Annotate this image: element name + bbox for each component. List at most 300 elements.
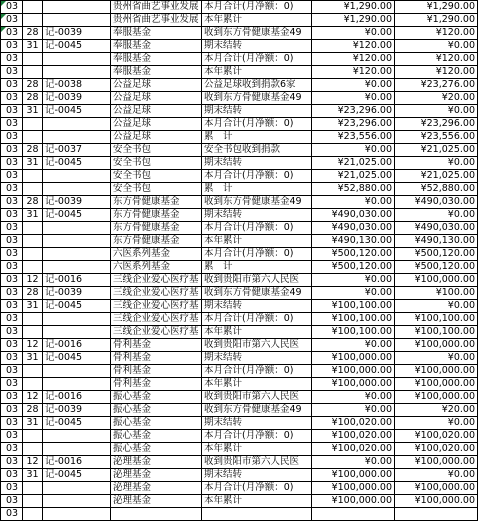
voucher-cell[interactable] <box>43 53 111 66</box>
fund-name-cell[interactable] <box>111 352 202 365</box>
ledger-row[interactable] <box>1 92 478 105</box>
day-cell[interactable] <box>23 417 43 430</box>
month-cell[interactable] <box>1 274 23 287</box>
debit-cell[interactable] <box>312 235 395 248</box>
ledger-row[interactable] <box>1 1 478 14</box>
day-cell[interactable] <box>23 92 43 105</box>
debit-cell[interactable] <box>312 118 395 131</box>
ledger-row[interactable] <box>1 170 478 183</box>
credit-cell[interactable] <box>395 66 478 79</box>
month-cell[interactable] <box>1 170 23 183</box>
ledger-row[interactable] <box>1 53 478 66</box>
month-cell[interactable] <box>1 131 23 144</box>
fund-name-cell[interactable] <box>111 378 202 391</box>
debit-cell[interactable] <box>312 365 395 378</box>
ledger-row[interactable] <box>1 469 478 482</box>
voucher-cell[interactable] <box>43 235 111 248</box>
debit-cell[interactable] <box>312 157 395 170</box>
fund-name-cell[interactable] <box>111 196 202 209</box>
credit-cell[interactable] <box>395 118 478 131</box>
fund-name-cell[interactable] <box>111 365 202 378</box>
fund-name-cell[interactable] <box>111 339 202 352</box>
ledger-row[interactable] <box>1 365 478 378</box>
summary-cell[interactable] <box>202 443 312 456</box>
voucher-cell[interactable] <box>43 417 111 430</box>
credit-cell[interactable] <box>395 27 478 40</box>
summary-cell[interactable] <box>202 248 312 261</box>
day-cell[interactable] <box>23 209 43 222</box>
credit-cell[interactable] <box>395 456 478 469</box>
summary-cell[interactable] <box>202 92 312 105</box>
summary-cell[interactable] <box>202 79 312 92</box>
debit-cell[interactable] <box>312 131 395 144</box>
summary-cell[interactable] <box>202 365 312 378</box>
day-cell[interactable] <box>23 365 43 378</box>
day-cell[interactable] <box>23 40 43 53</box>
voucher-cell[interactable] <box>43 495 111 508</box>
summary-cell[interactable] <box>202 183 312 196</box>
debit-cell[interactable] <box>312 222 395 235</box>
credit-cell[interactable] <box>395 170 478 183</box>
month-cell[interactable] <box>1 417 23 430</box>
debit-cell[interactable] <box>312 456 395 469</box>
voucher-cell[interactable] <box>43 326 111 339</box>
ledger-row[interactable] <box>1 144 478 157</box>
day-cell[interactable] <box>23 105 43 118</box>
day-cell[interactable] <box>23 1 43 14</box>
month-cell[interactable] <box>1 404 23 417</box>
debit-cell[interactable] <box>312 14 395 27</box>
voucher-cell[interactable] <box>43 144 111 157</box>
credit-cell[interactable] <box>395 339 478 352</box>
fund-name-cell[interactable] <box>111 66 202 79</box>
summary-cell[interactable] <box>202 378 312 391</box>
credit-cell[interactable] <box>395 482 478 495</box>
month-cell[interactable] <box>1 261 23 274</box>
summary-cell[interactable] <box>202 352 312 365</box>
month-cell[interactable] <box>1 469 23 482</box>
ledger-row[interactable] <box>1 287 478 300</box>
day-cell[interactable] <box>23 248 43 261</box>
fund-name-cell[interactable] <box>111 14 202 27</box>
summary-cell[interactable] <box>202 469 312 482</box>
summary-cell[interactable] <box>202 196 312 209</box>
day-cell[interactable] <box>23 313 43 326</box>
summary-cell[interactable] <box>202 300 312 313</box>
ledger-row[interactable] <box>1 118 478 131</box>
day-cell[interactable] <box>23 118 43 131</box>
summary-cell[interactable] <box>202 27 312 40</box>
ledger-row[interactable] <box>1 443 478 456</box>
month-cell[interactable] <box>1 235 23 248</box>
debit-cell[interactable] <box>312 1 395 14</box>
ledger-row[interactable] <box>1 508 478 521</box>
ledger-row[interactable] <box>1 27 478 40</box>
debit-cell[interactable] <box>312 170 395 183</box>
credit-cell[interactable] <box>395 79 478 92</box>
credit-cell[interactable] <box>395 469 478 482</box>
fund-name-cell[interactable] <box>111 326 202 339</box>
debit-cell[interactable] <box>312 196 395 209</box>
voucher-cell[interactable] <box>43 222 111 235</box>
day-cell[interactable] <box>23 456 43 469</box>
voucher-cell[interactable] <box>43 378 111 391</box>
credit-cell[interactable] <box>395 378 478 391</box>
voucher-cell[interactable] <box>43 404 111 417</box>
voucher-cell[interactable] <box>43 352 111 365</box>
ledger-row[interactable] <box>1 261 478 274</box>
fund-name-cell[interactable] <box>111 287 202 300</box>
credit-cell[interactable] <box>395 495 478 508</box>
debit-cell[interactable] <box>312 300 395 313</box>
voucher-cell[interactable] <box>43 261 111 274</box>
day-cell[interactable] <box>23 196 43 209</box>
fund-name-cell[interactable] <box>111 313 202 326</box>
summary-cell[interactable] <box>202 118 312 131</box>
voucher-cell[interactable] <box>43 105 111 118</box>
ledger-row[interactable] <box>1 79 478 92</box>
voucher-cell[interactable] <box>43 170 111 183</box>
debit-cell[interactable] <box>312 248 395 261</box>
fund-name-cell[interactable] <box>111 144 202 157</box>
debit-cell[interactable] <box>312 352 395 365</box>
credit-cell[interactable] <box>395 248 478 261</box>
fund-name-cell[interactable] <box>111 222 202 235</box>
month-cell[interactable] <box>1 287 23 300</box>
debit-cell[interactable] <box>312 313 395 326</box>
voucher-cell[interactable] <box>43 27 111 40</box>
summary-cell[interactable] <box>202 157 312 170</box>
month-cell[interactable] <box>1 79 23 92</box>
voucher-cell[interactable] <box>43 287 111 300</box>
credit-cell[interactable] <box>395 105 478 118</box>
ledger-row[interactable] <box>1 183 478 196</box>
debit-cell[interactable] <box>312 53 395 66</box>
fund-name-cell[interactable] <box>111 469 202 482</box>
debit-cell[interactable] <box>312 274 395 287</box>
fund-name-cell[interactable] <box>111 40 202 53</box>
voucher-cell[interactable] <box>43 391 111 404</box>
credit-cell[interactable] <box>395 222 478 235</box>
summary-cell[interactable] <box>202 14 312 27</box>
credit-cell[interactable] <box>395 274 478 287</box>
ledger-row[interactable] <box>1 495 478 508</box>
credit-cell[interactable] <box>395 508 478 521</box>
month-cell[interactable] <box>1 40 23 53</box>
fund-name-cell[interactable] <box>111 482 202 495</box>
voucher-cell[interactable] <box>43 1 111 14</box>
fund-name-cell[interactable] <box>111 274 202 287</box>
voucher-cell[interactable] <box>43 14 111 27</box>
credit-cell[interactable] <box>395 14 478 27</box>
credit-cell[interactable] <box>395 365 478 378</box>
credit-cell[interactable] <box>395 131 478 144</box>
debit-cell[interactable] <box>312 92 395 105</box>
fund-name-cell[interactable] <box>111 456 202 469</box>
ledger-row[interactable] <box>1 482 478 495</box>
debit-cell[interactable] <box>312 391 395 404</box>
ledger-row[interactable] <box>1 222 478 235</box>
month-cell[interactable] <box>1 430 23 443</box>
day-cell[interactable] <box>23 300 43 313</box>
day-cell[interactable] <box>23 235 43 248</box>
credit-cell[interactable] <box>395 196 478 209</box>
summary-cell[interactable] <box>202 417 312 430</box>
voucher-cell[interactable] <box>43 92 111 105</box>
voucher-cell[interactable] <box>43 131 111 144</box>
day-cell[interactable] <box>23 482 43 495</box>
voucher-cell[interactable] <box>43 118 111 131</box>
summary-cell[interactable] <box>202 131 312 144</box>
summary-cell[interactable] <box>202 222 312 235</box>
month-cell[interactable] <box>1 482 23 495</box>
summary-cell[interactable] <box>202 313 312 326</box>
summary-cell[interactable] <box>202 209 312 222</box>
debit-cell[interactable] <box>312 27 395 40</box>
voucher-cell[interactable] <box>43 248 111 261</box>
month-cell[interactable] <box>1 248 23 261</box>
credit-cell[interactable] <box>395 391 478 404</box>
ledger-row[interactable] <box>1 391 478 404</box>
month-cell[interactable] <box>1 456 23 469</box>
day-cell[interactable] <box>23 378 43 391</box>
month-cell[interactable] <box>1 508 23 521</box>
summary-cell[interactable] <box>202 508 312 521</box>
voucher-cell[interactable] <box>43 79 111 92</box>
voucher-cell[interactable] <box>43 508 111 521</box>
day-cell[interactable] <box>23 27 43 40</box>
day-cell[interactable] <box>23 66 43 79</box>
day-cell[interactable] <box>23 170 43 183</box>
summary-cell[interactable] <box>202 53 312 66</box>
ledger-row[interactable] <box>1 326 478 339</box>
summary-cell[interactable] <box>202 391 312 404</box>
day-cell[interactable] <box>23 261 43 274</box>
ledger-row[interactable] <box>1 209 478 222</box>
day-cell[interactable] <box>23 495 43 508</box>
day-cell[interactable] <box>23 339 43 352</box>
summary-cell[interactable] <box>202 339 312 352</box>
debit-cell[interactable] <box>312 508 395 521</box>
debit-cell[interactable] <box>312 144 395 157</box>
ledger-row[interactable] <box>1 274 478 287</box>
ledger-row[interactable] <box>1 248 478 261</box>
credit-cell[interactable] <box>395 261 478 274</box>
month-cell[interactable] <box>1 443 23 456</box>
month-cell[interactable] <box>1 53 23 66</box>
credit-cell[interactable] <box>395 404 478 417</box>
fund-name-cell[interactable] <box>111 235 202 248</box>
ledger-row[interactable] <box>1 313 478 326</box>
credit-cell[interactable] <box>395 287 478 300</box>
day-cell[interactable] <box>23 404 43 417</box>
month-cell[interactable] <box>1 326 23 339</box>
fund-name-cell[interactable] <box>111 170 202 183</box>
summary-cell[interactable] <box>202 105 312 118</box>
fund-name-cell[interactable] <box>111 131 202 144</box>
debit-cell[interactable] <box>312 495 395 508</box>
ledger-row[interactable] <box>1 352 478 365</box>
summary-cell[interactable] <box>202 261 312 274</box>
debit-cell[interactable] <box>312 261 395 274</box>
day-cell[interactable] <box>23 391 43 404</box>
summary-cell[interactable] <box>202 495 312 508</box>
credit-cell[interactable] <box>395 209 478 222</box>
credit-cell[interactable] <box>395 40 478 53</box>
day-cell[interactable] <box>23 79 43 92</box>
credit-cell[interactable] <box>395 300 478 313</box>
voucher-cell[interactable] <box>43 339 111 352</box>
month-cell[interactable] <box>1 209 23 222</box>
fund-name-cell[interactable] <box>111 1 202 14</box>
debit-cell[interactable] <box>312 79 395 92</box>
debit-cell[interactable] <box>312 287 395 300</box>
day-cell[interactable] <box>23 326 43 339</box>
voucher-cell[interactable] <box>43 40 111 53</box>
debit-cell[interactable] <box>312 430 395 443</box>
day-cell[interactable] <box>23 287 43 300</box>
debit-cell[interactable] <box>312 66 395 79</box>
ledger-row[interactable] <box>1 430 478 443</box>
debit-cell[interactable] <box>312 40 395 53</box>
credit-cell[interactable] <box>395 430 478 443</box>
fund-name-cell[interactable] <box>111 248 202 261</box>
month-cell[interactable] <box>1 300 23 313</box>
voucher-cell[interactable] <box>43 482 111 495</box>
ledger-row[interactable] <box>1 378 478 391</box>
day-cell[interactable] <box>23 430 43 443</box>
debit-cell[interactable] <box>312 183 395 196</box>
fund-name-cell[interactable] <box>111 508 202 521</box>
fund-name-cell[interactable] <box>111 443 202 456</box>
month-cell[interactable] <box>1 1 23 14</box>
fund-name-cell[interactable] <box>111 261 202 274</box>
voucher-cell[interactable] <box>43 313 111 326</box>
ledger-row[interactable] <box>1 300 478 313</box>
debit-cell[interactable] <box>312 326 395 339</box>
month-cell[interactable] <box>1 157 23 170</box>
ledger-row[interactable] <box>1 14 478 27</box>
month-cell[interactable] <box>1 196 23 209</box>
day-cell[interactable] <box>23 222 43 235</box>
ledger-row[interactable] <box>1 456 478 469</box>
summary-cell[interactable] <box>202 482 312 495</box>
voucher-cell[interactable] <box>43 157 111 170</box>
debit-cell[interactable] <box>312 339 395 352</box>
month-cell[interactable] <box>1 105 23 118</box>
debit-cell[interactable] <box>312 482 395 495</box>
day-cell[interactable] <box>23 352 43 365</box>
credit-cell[interactable] <box>395 157 478 170</box>
credit-cell[interactable] <box>395 352 478 365</box>
fund-name-cell[interactable] <box>111 53 202 66</box>
day-cell[interactable] <box>23 274 43 287</box>
credit-cell[interactable] <box>395 443 478 456</box>
voucher-cell[interactable] <box>43 430 111 443</box>
voucher-cell[interactable] <box>43 469 111 482</box>
month-cell[interactable] <box>1 66 23 79</box>
fund-name-cell[interactable] <box>111 118 202 131</box>
fund-name-cell[interactable] <box>111 183 202 196</box>
ledger-row[interactable] <box>1 417 478 430</box>
ledger-row[interactable] <box>1 66 478 79</box>
summary-cell[interactable] <box>202 274 312 287</box>
month-cell[interactable] <box>1 313 23 326</box>
ledger-row[interactable] <box>1 157 478 170</box>
ledger-row[interactable] <box>1 339 478 352</box>
fund-name-cell[interactable] <box>111 105 202 118</box>
credit-cell[interactable] <box>395 326 478 339</box>
debit-cell[interactable] <box>312 378 395 391</box>
month-cell[interactable] <box>1 27 23 40</box>
fund-name-cell[interactable] <box>111 430 202 443</box>
month-cell[interactable] <box>1 495 23 508</box>
credit-cell[interactable] <box>395 183 478 196</box>
summary-cell[interactable] <box>202 170 312 183</box>
ledger-row[interactable] <box>1 235 478 248</box>
summary-cell[interactable] <box>202 326 312 339</box>
fund-name-cell[interactable] <box>111 404 202 417</box>
voucher-cell[interactable] <box>43 274 111 287</box>
summary-cell[interactable] <box>202 404 312 417</box>
voucher-cell[interactable] <box>43 196 111 209</box>
summary-cell[interactable] <box>202 430 312 443</box>
day-cell[interactable] <box>23 183 43 196</box>
summary-cell[interactable] <box>202 144 312 157</box>
fund-name-cell[interactable] <box>111 417 202 430</box>
day-cell[interactable] <box>23 469 43 482</box>
credit-cell[interactable] <box>395 417 478 430</box>
fund-name-cell[interactable] <box>111 27 202 40</box>
day-cell[interactable] <box>23 53 43 66</box>
summary-cell[interactable] <box>202 66 312 79</box>
month-cell[interactable] <box>1 144 23 157</box>
fund-name-cell[interactable] <box>111 495 202 508</box>
credit-cell[interactable] <box>395 144 478 157</box>
month-cell[interactable] <box>1 222 23 235</box>
ledger-row[interactable] <box>1 105 478 118</box>
month-cell[interactable] <box>1 365 23 378</box>
credit-cell[interactable] <box>395 313 478 326</box>
voucher-cell[interactable] <box>43 443 111 456</box>
day-cell[interactable] <box>23 144 43 157</box>
fund-name-cell[interactable] <box>111 79 202 92</box>
credit-cell[interactable] <box>395 53 478 66</box>
credit-cell[interactable] <box>395 92 478 105</box>
month-cell[interactable] <box>1 339 23 352</box>
month-cell[interactable] <box>1 14 23 27</box>
fund-name-cell[interactable] <box>111 300 202 313</box>
fund-name-cell[interactable] <box>111 391 202 404</box>
voucher-cell[interactable] <box>43 365 111 378</box>
ledger-row[interactable] <box>1 196 478 209</box>
month-cell[interactable] <box>1 391 23 404</box>
ledger-row[interactable] <box>1 131 478 144</box>
summary-cell[interactable] <box>202 1 312 14</box>
voucher-cell[interactable] <box>43 183 111 196</box>
fund-name-cell[interactable] <box>111 157 202 170</box>
voucher-cell[interactable] <box>43 456 111 469</box>
debit-cell[interactable] <box>312 404 395 417</box>
day-cell[interactable] <box>23 157 43 170</box>
day-cell[interactable] <box>23 131 43 144</box>
month-cell[interactable] <box>1 183 23 196</box>
ledger-row[interactable] <box>1 404 478 417</box>
summary-cell[interactable] <box>202 456 312 469</box>
day-cell[interactable] <box>23 14 43 27</box>
debit-cell[interactable] <box>312 417 395 430</box>
credit-cell[interactable] <box>395 1 478 14</box>
